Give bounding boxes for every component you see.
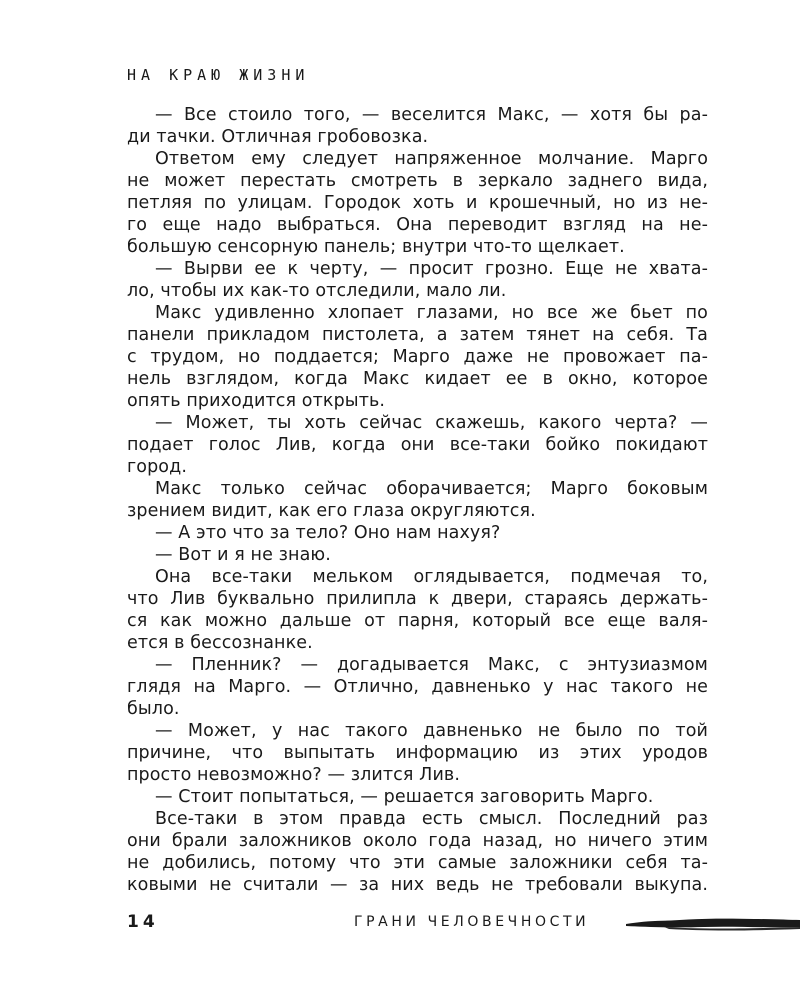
text-line: — Вырви ее к черту, — просит грозно. Еще не хвата- (155, 259, 708, 279)
text-line: опять приходится открыть. (127, 391, 386, 411)
text-line: зрением видит, как его глаза округляются. (127, 501, 536, 521)
text-line: Ответом ему следует напряженное молчание. Марго (155, 149, 708, 169)
text-line: — Может, ты хоть сейчас скажешь, какого черта? — (155, 413, 708, 433)
body-text (127, 104, 708, 896)
text-line: не добились, потому что эти самые заложники себя та- (127, 853, 708, 873)
text-line: не может перестать смотреть в зеркало заднего вида, (127, 171, 708, 191)
text-line: было. (127, 699, 180, 719)
text-line: Макс удивленно хлопает глазами, но все же бьет по (155, 303, 708, 323)
text-line: го еще надо выбраться. Она переводит взгляд на не- (127, 215, 708, 235)
text-line: подает голос Лив, когда они все-таки бойко покидают (127, 435, 708, 455)
text-line: большую сенсорную панель; внутри что-то щелкает. (127, 237, 625, 257)
text-line: город. (127, 457, 187, 477)
text-line: петляя по улицам. Городок хоть и крошечный, но из не- (127, 193, 708, 213)
text-line: нель взглядом, когда Макс кидает ее в окно, которое (127, 369, 708, 389)
brush-stroke-decoration (624, 912, 800, 934)
text-line: они брали заложников около года назад, но ничего этим (127, 831, 708, 851)
text-line: — Вот и я не знаю. (155, 545, 331, 565)
text-line: ся как можно дальше от парня, который все еще валя- (127, 611, 708, 631)
page-number: 14 (127, 912, 159, 932)
text-line: причине, что выпытать информацию из этих уродов (127, 743, 708, 763)
text-line: ло, чтобы их как-то отследили, мало ли. (127, 281, 507, 301)
text-line: Она все-таки мельком оглядывается, подмечая то, (155, 567, 708, 587)
text-line: — А это что за тело? Оно нам нахуя? (155, 523, 501, 543)
text-line: просто невозможно? — злится Лив. (127, 765, 460, 785)
running-title: НА КРАЮ ЖИЗНИ (127, 66, 310, 84)
text-line: — Пленник? — догадывается Макс, с энтузиазмом (155, 655, 708, 675)
text-line: ковыми не считали — за них ведь не требовали выкупа. (127, 875, 708, 895)
text-line: — Все стоило того, — веселится Макс, — хотя бы ра- (155, 105, 708, 125)
text-line: что Лив буквально прилипла к двери, стараясь держать- (127, 589, 708, 609)
text-line: ди тачки. Отличная гробовозка. (127, 127, 429, 147)
text-line: — Может, у нас такого давненько не было по той (155, 721, 708, 741)
text-line: панели прикладом пистолета, а затем тянет на себя. Та (127, 325, 708, 345)
book-title: ГРАНИ ЧЕЛОВЕЧНОСТИ (354, 914, 590, 930)
text-line: с трудом, но поддается; Марго даже не провожает па- (127, 347, 708, 367)
text-line: ется в бессознанке. (127, 633, 313, 653)
text-line: Макс только сейчас оборачивается; Марго боковым (155, 479, 708, 499)
text-line: — Стоит попытаться, — решается заговорить Марго. (155, 787, 654, 807)
text-line: Все-таки в этом правда есть смысл. Последний раз (155, 809, 708, 829)
text-line: глядя на Марго. — Отлично, давненько у нас такого не (127, 677, 708, 697)
